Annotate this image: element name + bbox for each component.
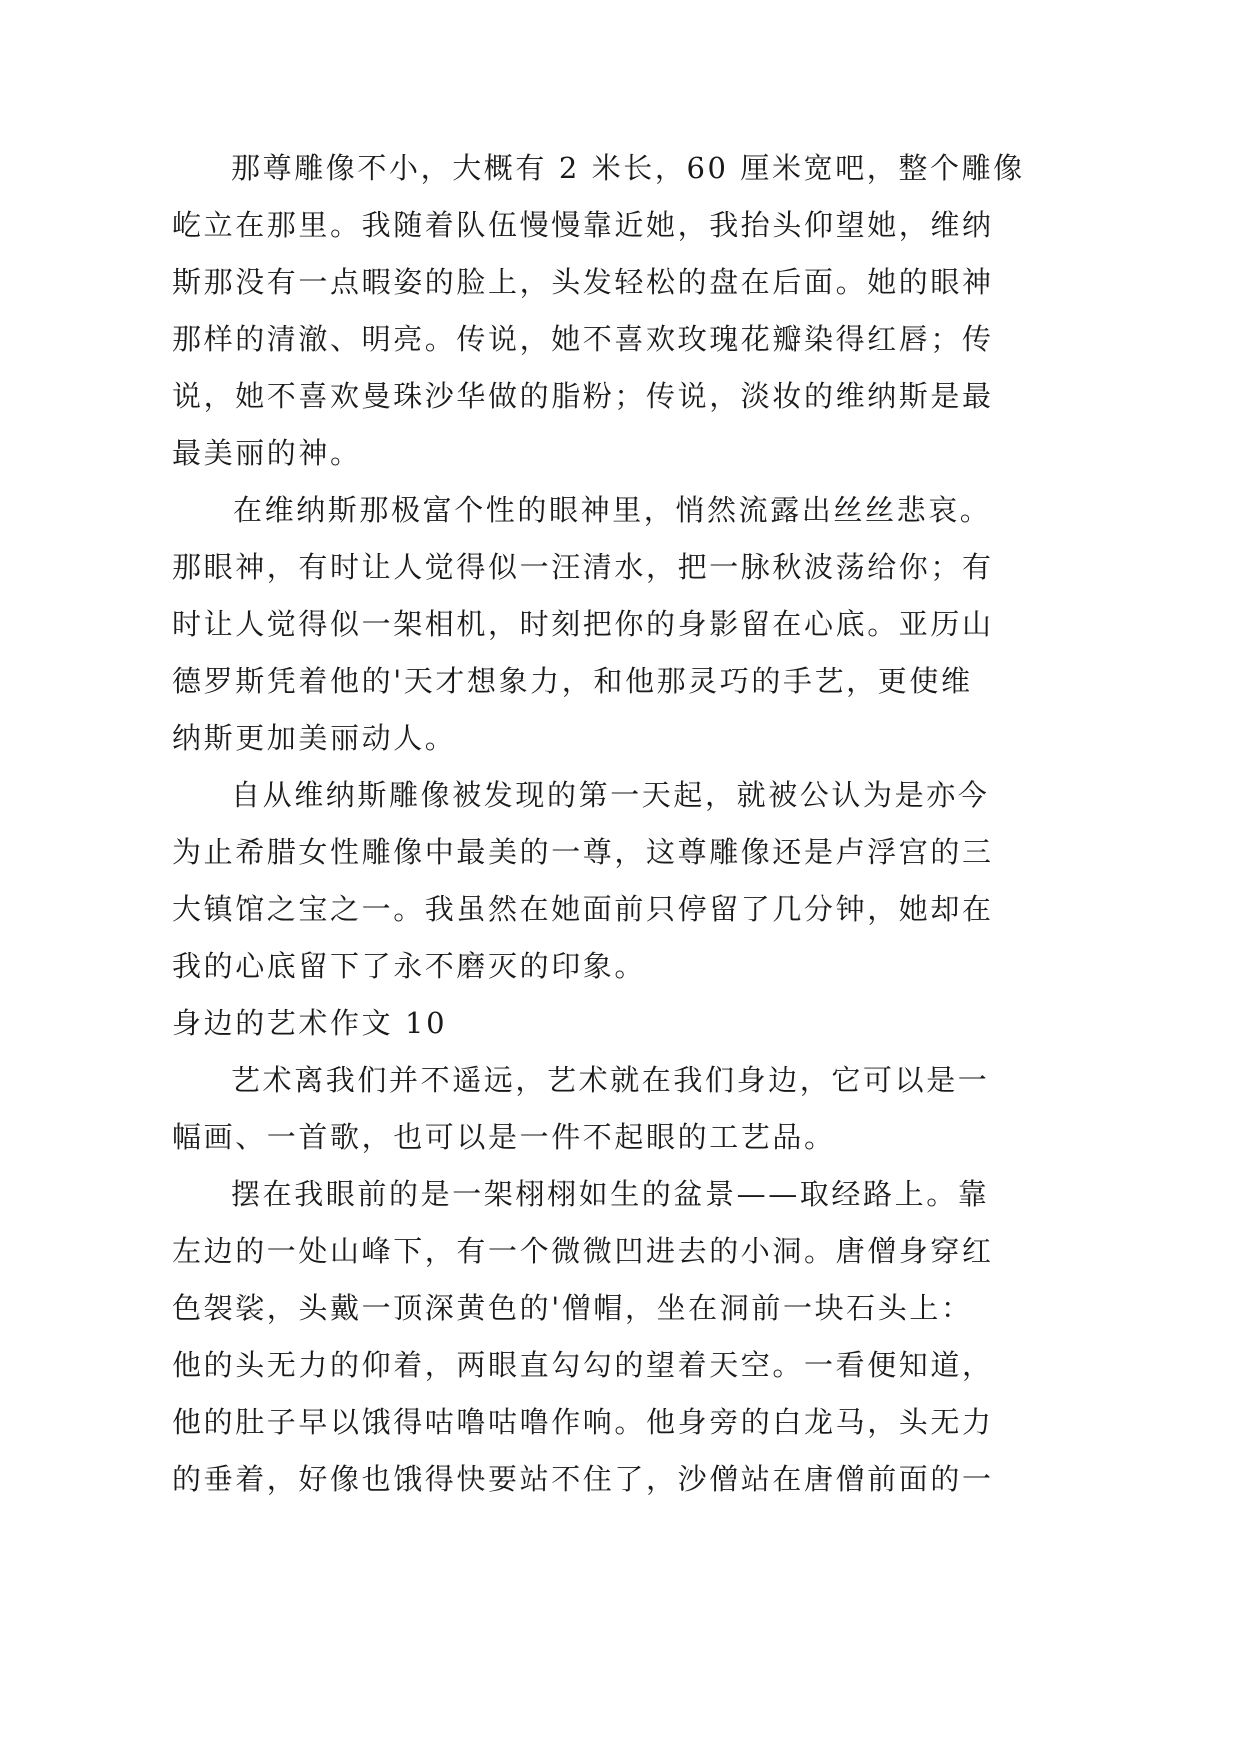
text-line: 为止希腊女性雕像中最美的一尊，这尊雕像还是卢浮宫的三 bbox=[172, 835, 994, 869]
text-line: 艺术离我们并不遥远，艺术就在我们身边，它可以是一 bbox=[231, 1063, 990, 1097]
text-line: 纳斯更加美丽动人。 bbox=[172, 721, 457, 755]
text-line: 我的心底留下了永不磨灭的印象。 bbox=[172, 949, 647, 983]
text-line: 最美丽的神。 bbox=[172, 436, 362, 470]
text-line: 斯那没有一点暇姿的脸上，头发轻松的盘在后面。她的眼神 bbox=[172, 265, 994, 299]
text-line: 德罗斯凭着他的'天才想象力，和他那灵巧的手艺，更使维 bbox=[172, 664, 973, 698]
text-line: 左边的一处山峰下，有一个微微凹进去的小洞。唐僧身穿红 bbox=[172, 1234, 994, 1268]
text-line: 说，她不喜欢曼珠沙华做的脂粉；传说，淡妆的维纳斯是最 bbox=[172, 379, 994, 413]
text-line: 屹立在那里。我随着队伍慢慢靠近她，我抬头仰望她，维纳 bbox=[172, 208, 994, 242]
text-line: 那尊雕像不小，大概有 2 米长，60 厘米宽吧，整个雕像 bbox=[231, 151, 1025, 185]
text-line: 那样的清澈、明亮。传说，她不喜欢玫瑰花瓣染得红唇；传 bbox=[172, 322, 994, 356]
text-line: 摆在我眼前的是一架栩栩如生的盆景——取经路上。靠 bbox=[231, 1177, 990, 1211]
text-line: 在维纳斯那极富个性的眼神里，悄然流露出丝丝悲哀。 bbox=[233, 493, 992, 527]
text-line: 色袈裟，头戴一顶深黄色的'僧帽，坐在洞前一块石头上： bbox=[172, 1291, 973, 1325]
text-line: 那眼神，有时让人觉得似一汪清水，把一脉秋波荡给你；有 bbox=[172, 550, 994, 584]
text-line: 的垂着，好像也饿得快要站不住了，沙僧站在唐僧前面的一 bbox=[172, 1462, 994, 1496]
heading-line: 身边的艺术作文 10 bbox=[172, 1006, 448, 1040]
text-line: 自从维纳斯雕像被发现的第一天起，就被公认为是亦今 bbox=[231, 778, 990, 812]
text-line: 大镇馆之宝之一。我虽然在她面前只停留了几分钟，她却在 bbox=[172, 892, 994, 926]
text-line: 幅画、一首歌，也可以是一件不起眼的工艺品。 bbox=[172, 1120, 836, 1154]
text-line: 时让人觉得似一架相机，时刻把你的身影留在心底。亚历山 bbox=[172, 607, 994, 641]
text-line: 他的头无力的仰着，两眼直勾勾的望着天空。一看便知道， bbox=[172, 1348, 994, 1382]
text-line: 他的肚子早以饿得咕噜咕噜作响。他身旁的白龙马，头无力 bbox=[172, 1405, 994, 1439]
